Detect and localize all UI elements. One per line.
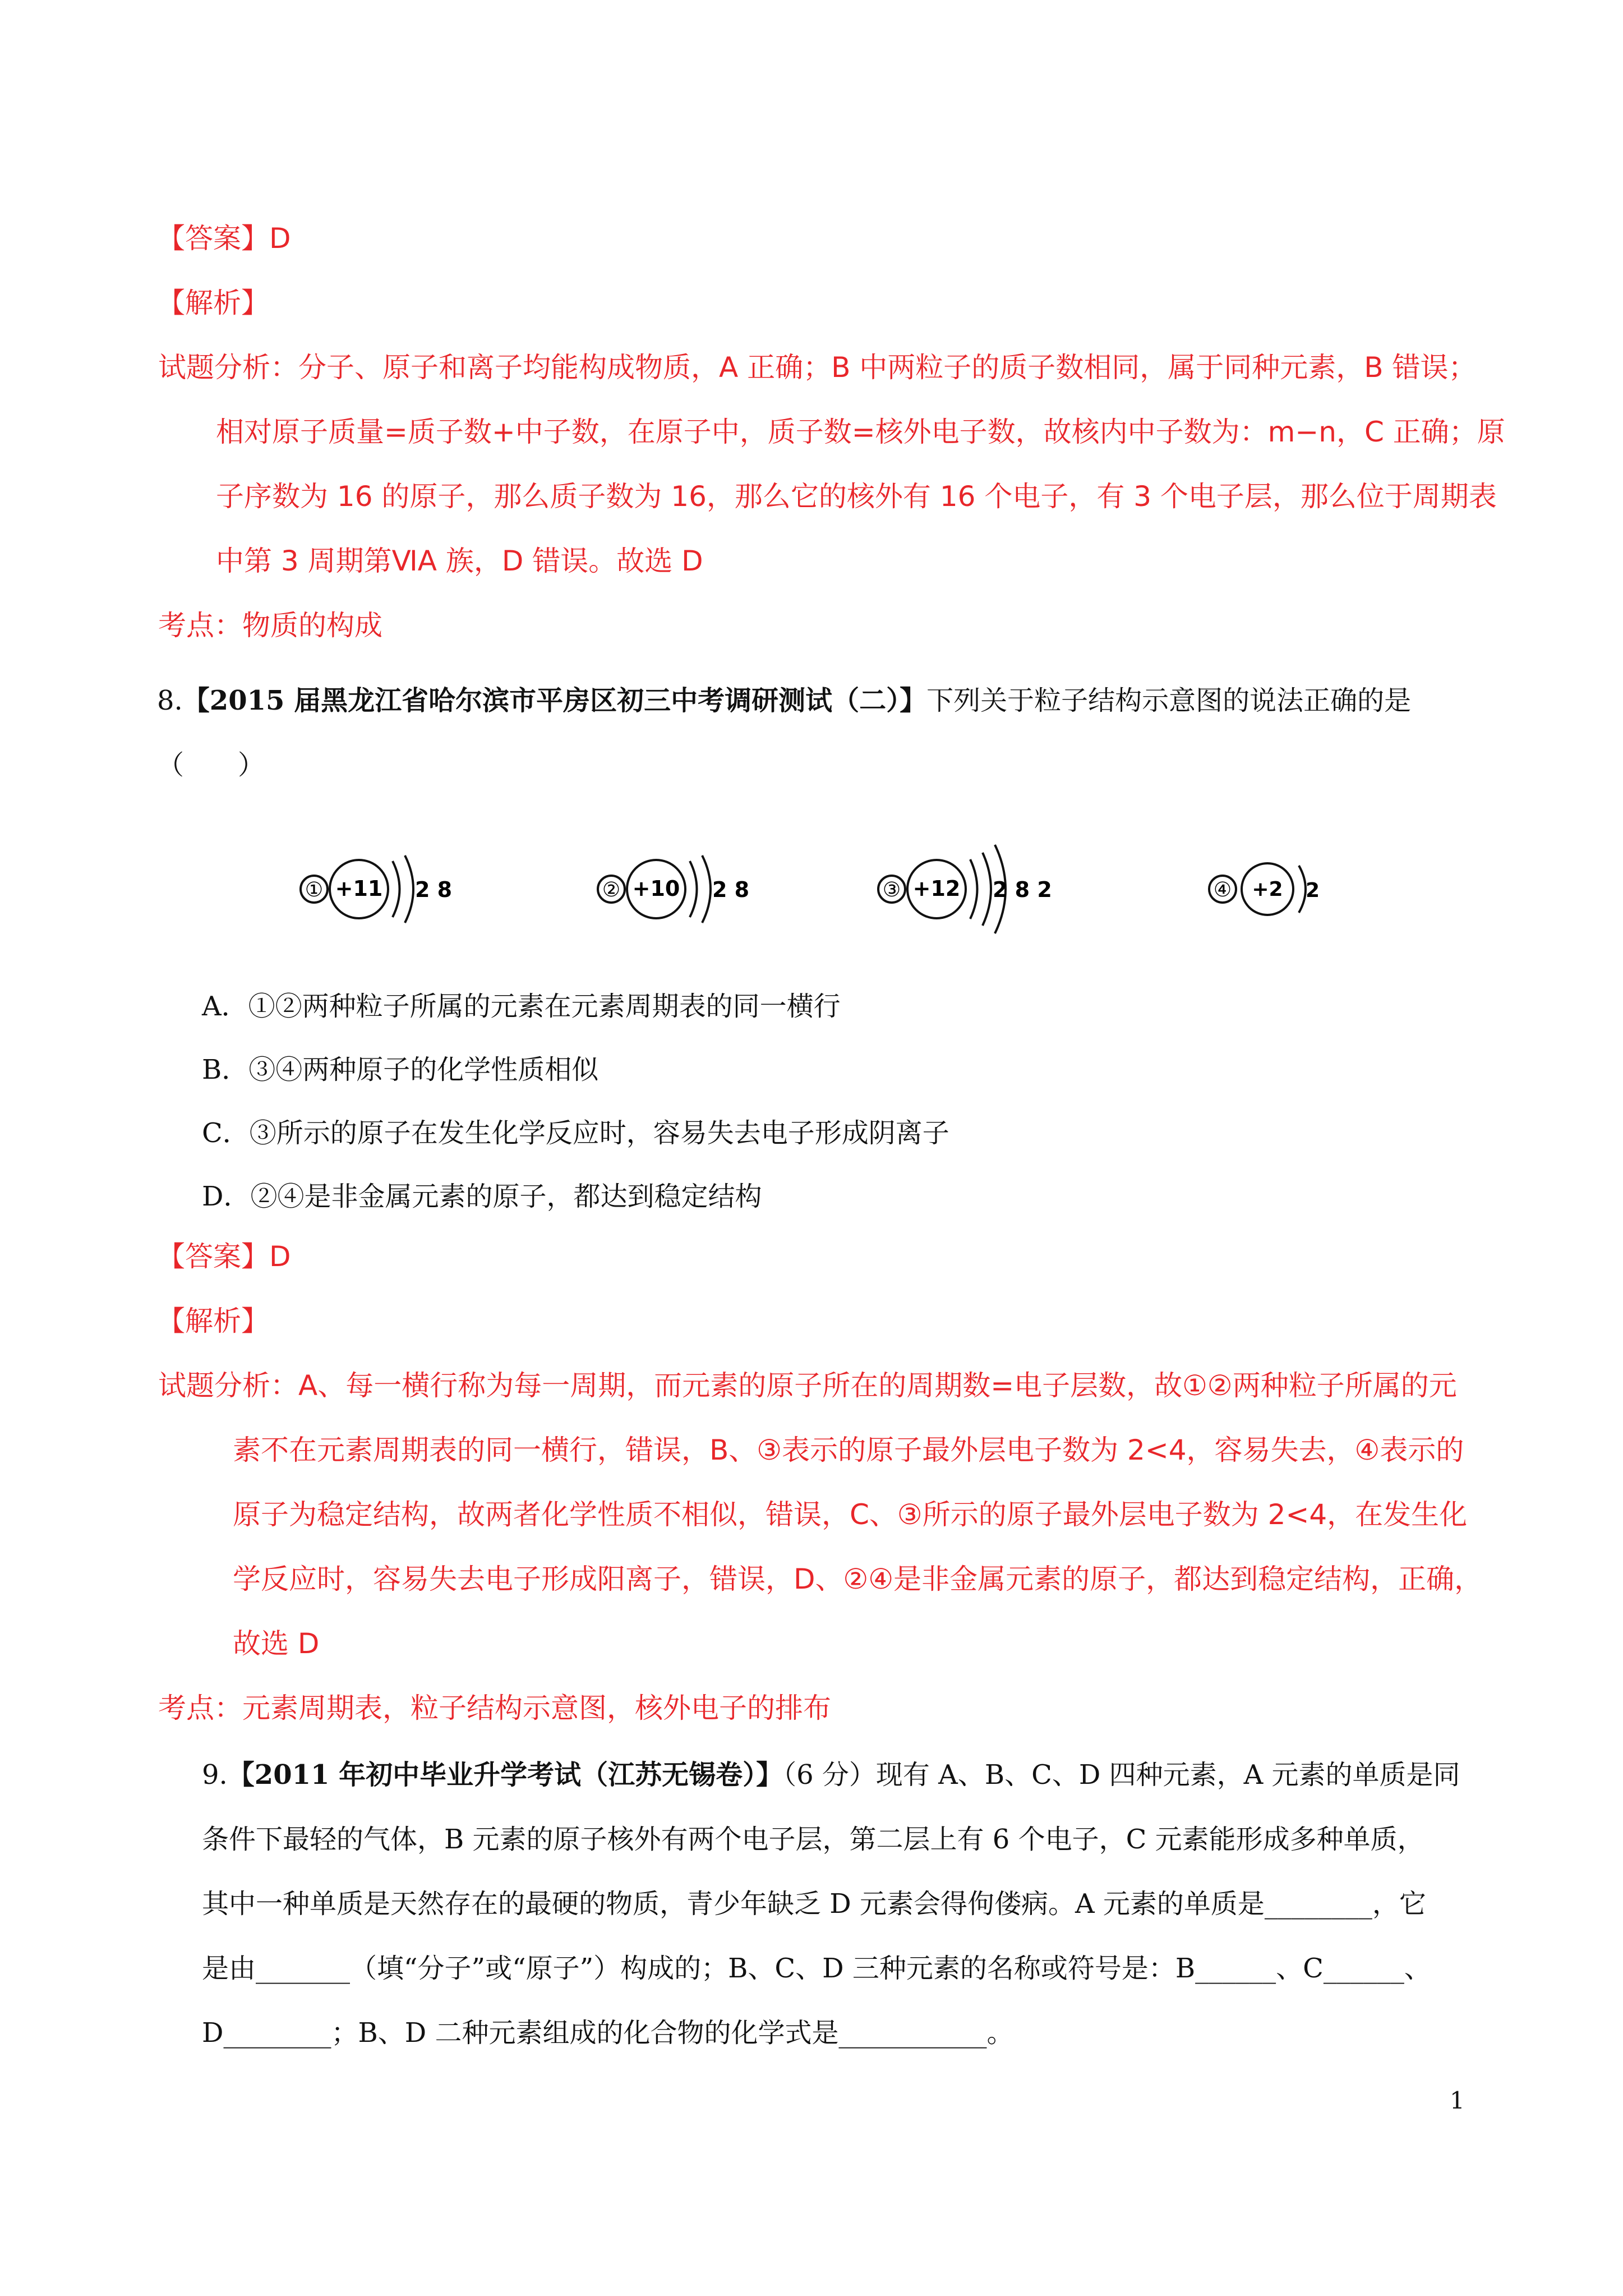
shell-electrons: 2 8 2 bbox=[993, 877, 1052, 902]
q9-line: D________；B、D 二种元素组成的化合物的化学式是___________。 bbox=[202, 2017, 1014, 2049]
q8-blank: （ ） bbox=[157, 749, 265, 781]
shell-electrons: 2 bbox=[1306, 879, 1320, 902]
electron-shell-arc bbox=[393, 861, 400, 917]
electron-shell-arc bbox=[690, 861, 697, 917]
q8-heading bbox=[157, 679, 1411, 717]
shell-electrons: 2 8 bbox=[415, 877, 453, 902]
atom-diagram-3 bbox=[875, 825, 1066, 956]
electron-shell-arc bbox=[970, 859, 978, 919]
q8-analysis-line: 故选 D bbox=[233, 1627, 320, 1660]
electron-shell-arc bbox=[983, 853, 991, 926]
q9-source: 【2011 年初中毕业升学考试（江苏无锡卷）】 bbox=[227, 1759, 783, 1791]
q7-analysis-line: 相对原子质量=质子数+中子数，在原子中，质子数=核外电子数，故核内中子数为：m−n，C 正确；原 bbox=[216, 416, 1505, 448]
q9-text: （6 分）现有 A、B、C、D 四种元素，A 元素的单质是同 bbox=[783, 1759, 1460, 1791]
atom-diagram-2 bbox=[594, 833, 763, 947]
q8-option-d: D．②④是非金属元素的原子，都达到稳定结构 bbox=[202, 1181, 762, 1212]
shell-electrons: 2 8 bbox=[712, 877, 750, 902]
electron-shell-arc bbox=[1299, 866, 1306, 913]
q7-answer-tag: 【答案】D bbox=[157, 222, 291, 255]
atom-label: ④ bbox=[1213, 878, 1232, 901]
q9-number: 9. bbox=[202, 1759, 228, 1791]
q9-line: 条件下最轻的气体，B 元素的原子核外有两个电子层，第二层上有 6 个电子，C 元素能形成多种单质， bbox=[202, 1824, 1424, 1855]
q8-analysis-line: 试题分析：A、每一横行称为每一周期，而元素的原子所在的周期数=电子层数，故①②两种粒子所属的元 bbox=[158, 1369, 1457, 1402]
q8-option-a: A．①②两种粒子所属的元素在元素周期表的同一横行 bbox=[202, 991, 841, 1022]
q8-analysis-line: 素不在元素周期表的同一横行，错误，B、③表示的原子最外层电子数为 2<4，容易失去，④表示的 bbox=[233, 1434, 1464, 1466]
atom-diagram-1 bbox=[297, 833, 465, 947]
q8-option-c: C．③所示的原子在发生化学反应时，容易失去电子形成阴离子 bbox=[202, 1117, 949, 1149]
page-number: 1 bbox=[1450, 2087, 1465, 2114]
q7-kaodian: 考点：物质的构成 bbox=[158, 609, 382, 642]
q7-analysis-tag: 【解析】 bbox=[157, 287, 269, 319]
q8-stem: 下列关于粒子结构示意图的说法正确的是 bbox=[926, 685, 1412, 716]
q8-analysis-tag: 【解析】 bbox=[157, 1305, 269, 1337]
atom-label: ② bbox=[602, 878, 621, 901]
q7-analysis-line: 试题分析：分子、原子和离子均能构成物质，A 正确；B 中两粒子的质子数相同，属于同种元素，B 错误； bbox=[158, 351, 1477, 384]
q8-source: 【2015 届黑龙江省哈尔滨市平房区初三中考调研测试（二）】 bbox=[182, 685, 927, 716]
q8-option-b: B．③④两种原子的化学性质相似 bbox=[202, 1054, 599, 1085]
nucleus-charge: +2 bbox=[1252, 878, 1283, 901]
electron-shell-arc bbox=[405, 855, 413, 923]
nucleus-charge: +12 bbox=[912, 876, 961, 901]
q8-analysis-line: 原子为稳定结构，故两者化学性质不相似，错误，C、③所示的原子最外层电子数为 2<4，在发生化 bbox=[233, 1498, 1468, 1531]
nucleus-charge: +11 bbox=[335, 876, 383, 901]
q9-line-1 bbox=[202, 1753, 1460, 1792]
q9-line: 其中一种单质是天然存在的最硬的物质，青少年缺乏 D 元素会得佝偻病。A 元素的单质是________，它 bbox=[202, 1888, 1426, 1920]
q7-analysis-line: 子序数为 16 的原子，那么质子数为 16，那么它的核外有 16 个电子，有 3 个电子层，那么位于周期表 bbox=[216, 480, 1497, 513]
q8-kaodian: 考点：元素周期表，粒子结构示意图，核外电子的排布 bbox=[158, 1692, 831, 1724]
q8-number: 8. bbox=[157, 685, 183, 716]
nucleus-charge: +10 bbox=[632, 876, 680, 901]
q9-line: 是由_______（填“分子”或“原子”）构成的；B、C、D 三种元素的名称或符号是：B______、C______、 bbox=[202, 1953, 1431, 1984]
q8-answer-tag: 【答案】D bbox=[157, 1240, 291, 1273]
atom-diagram-4 bbox=[1206, 833, 1352, 947]
q8-analysis-line: 学反应时，容易失去电子形成阳离子，错误，D、②④是非金属元素的原子，都达到稳定结构，正确， bbox=[233, 1563, 1483, 1595]
electron-shell-arc bbox=[702, 855, 711, 923]
atom-label: ③ bbox=[882, 878, 901, 901]
atom-label: ① bbox=[305, 878, 324, 901]
q7-analysis-line: 中第 3 周期第ⅥA 族，D 错误。故选 D bbox=[216, 545, 703, 577]
